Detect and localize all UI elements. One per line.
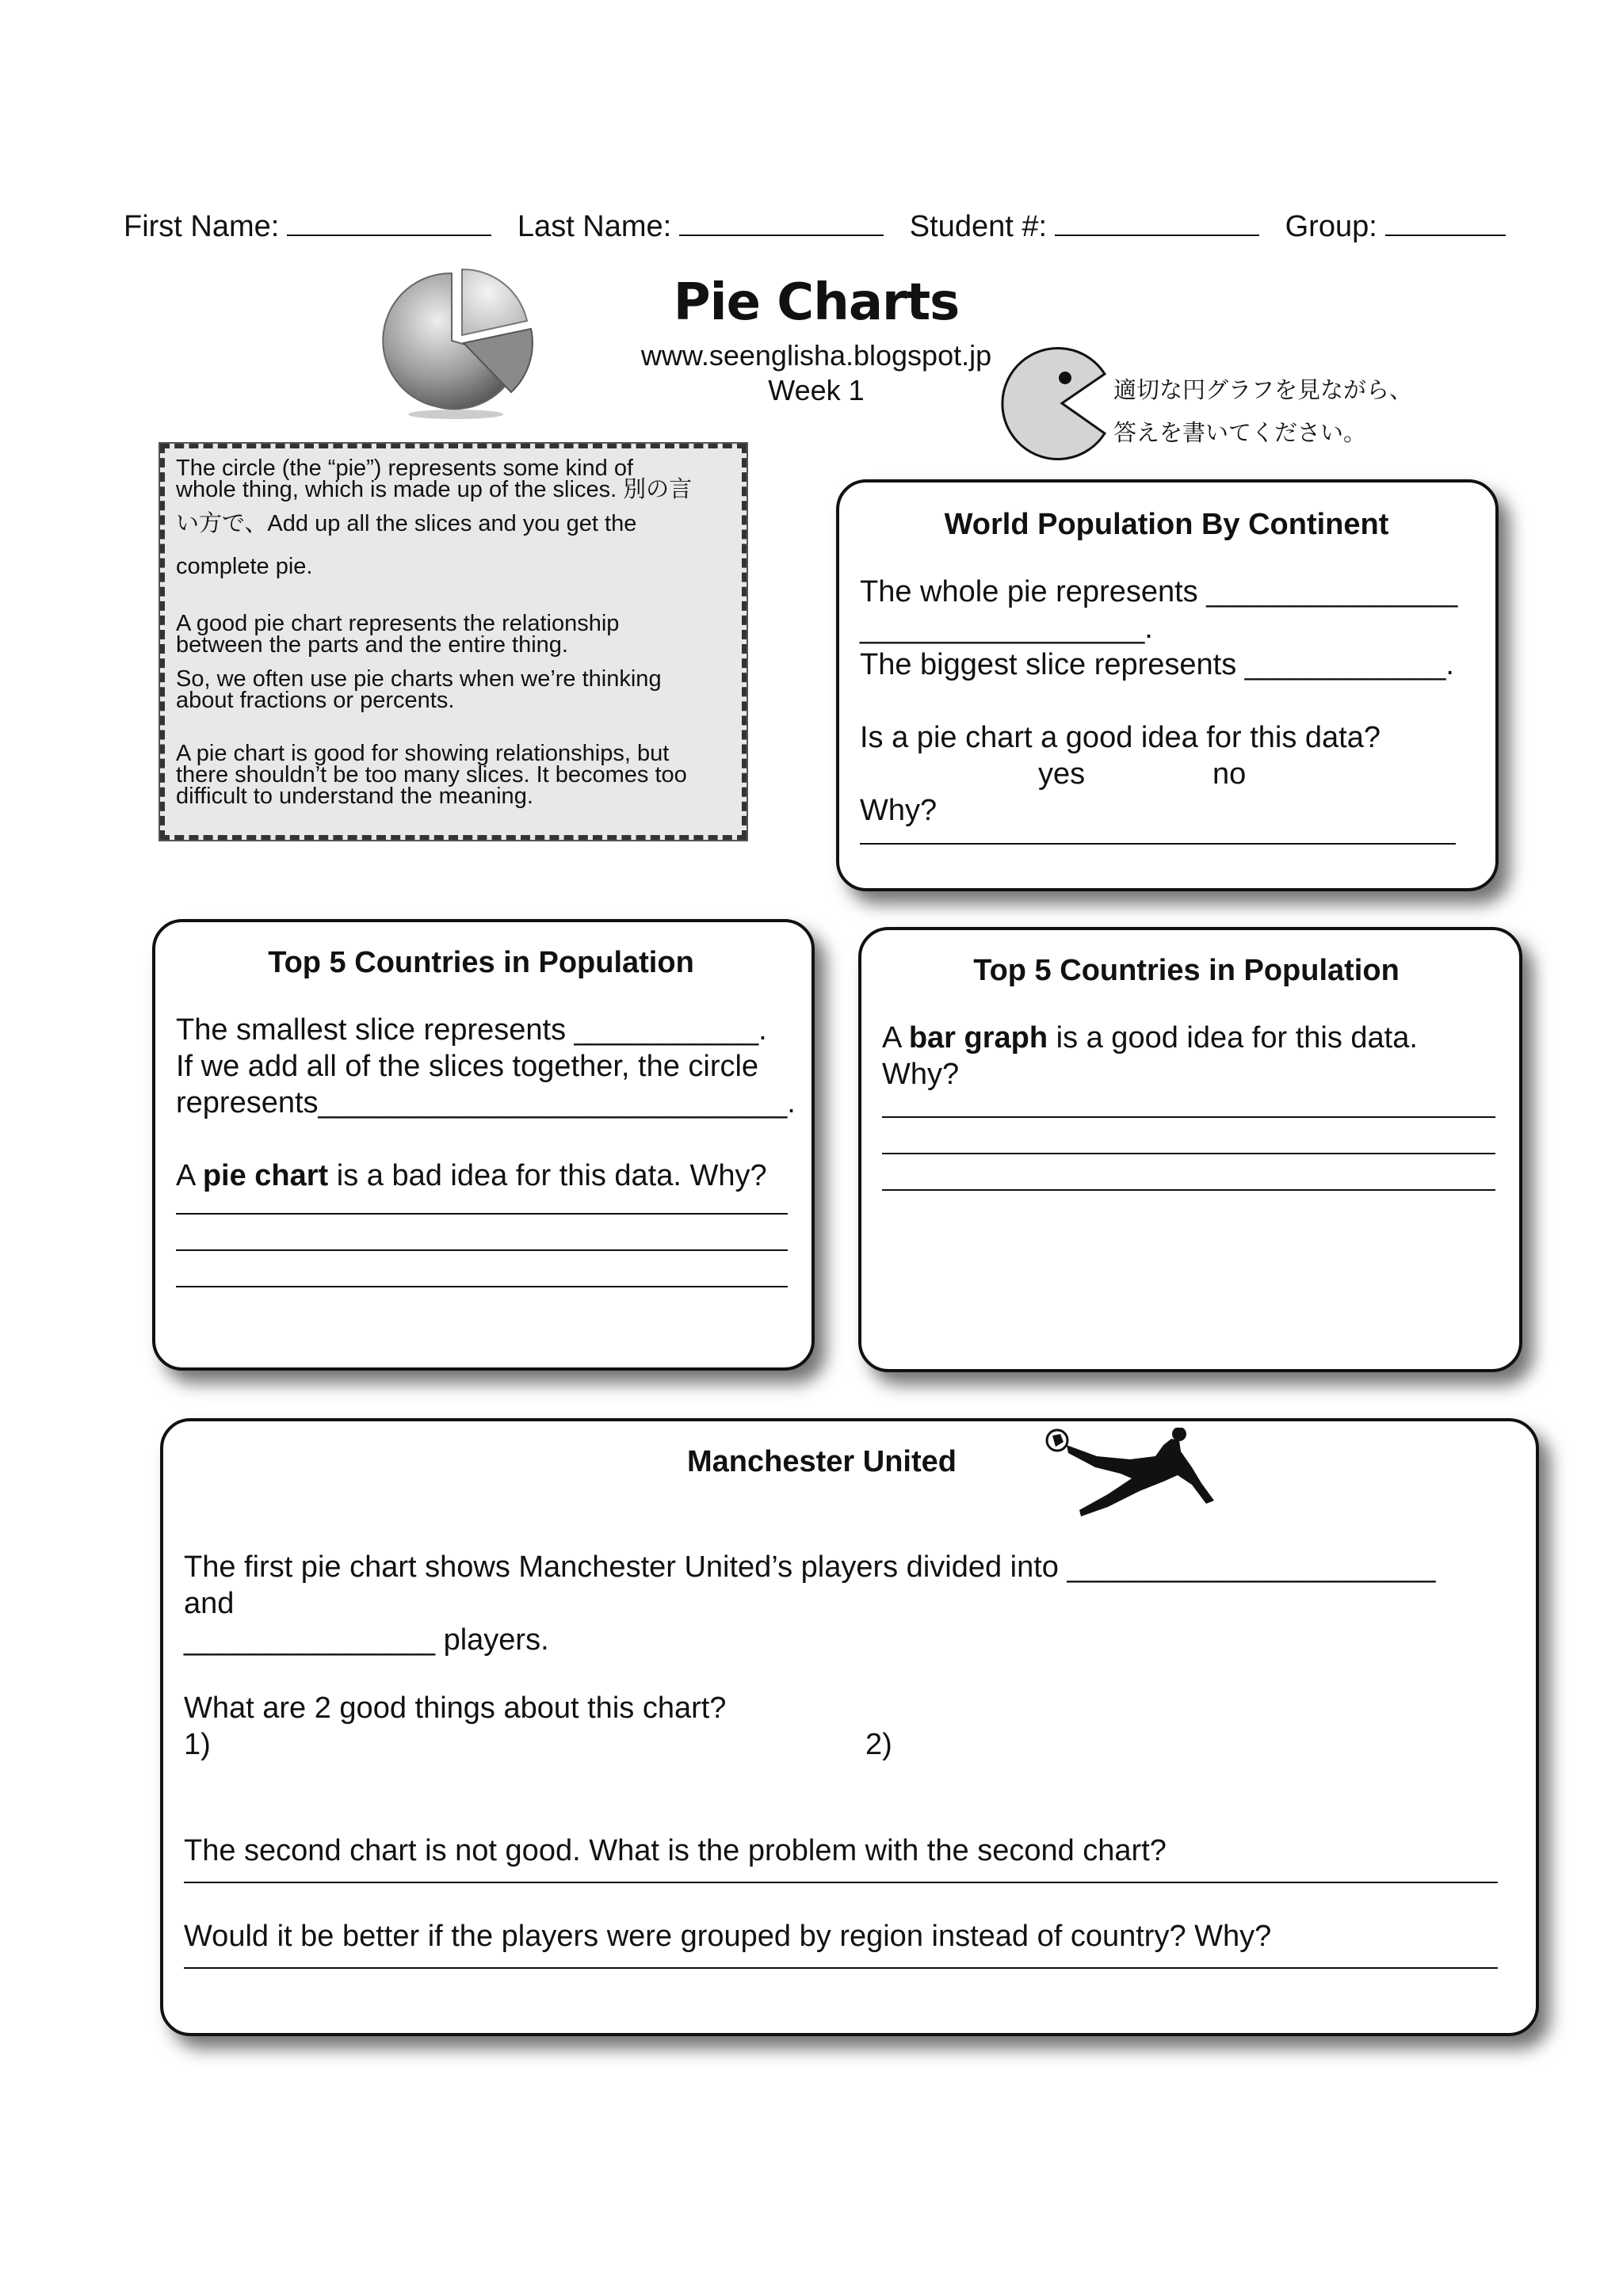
last-name-label: Last Name: — [517, 210, 672, 243]
answer-line[interactable] — [176, 1286, 788, 1287]
page-title: Pie Charts — [673, 273, 960, 332]
question-text: If we add all of the slices together, the circle — [176, 1050, 759, 1083]
answer-number-1: 1) — [184, 1728, 211, 1761]
answer-line[interactable] — [882, 1189, 1495, 1191]
info-text: there shouldn’t be too many slices. It becomes too — [176, 762, 687, 788]
info-text: whole thing, which is made up of the slices. 別の言 — [176, 477, 693, 502]
answer-line[interactable] — [184, 1967, 1498, 1969]
info-text: between the parts and the entire thing. — [176, 632, 568, 658]
yes-option[interactable]: yes — [1038, 757, 1086, 791]
student-number-field[interactable] — [1055, 208, 1259, 236]
pacman-icon — [1000, 342, 1119, 465]
pie-chart-explanation-box — [160, 444, 747, 840]
student-info-row — [124, 208, 1506, 244]
group-label: Group: — [1285, 210, 1377, 243]
answer-line[interactable] — [176, 1213, 788, 1215]
group-field[interactable] — [1385, 208, 1506, 236]
japanese-instructions — [1113, 368, 1412, 454]
question-text: The second chart is not good. What is the problem with the second chart? — [184, 1834, 1167, 1867]
student-number-label: Student #: — [909, 210, 1048, 243]
top5-pie-card — [152, 919, 815, 1371]
info-text: complete pie. — [176, 554, 313, 579]
answer-line[interactable] — [184, 1882, 1498, 1883]
question-text: Is a pie chart a good idea for this data? — [860, 721, 1381, 754]
question-text: Would it be better if the players were grouped by region instead of country? Why? — [184, 1920, 1272, 1953]
info-text: So, we often use pie charts when we’re thinking — [176, 666, 662, 692]
answer-line[interactable] — [860, 843, 1456, 845]
answer-line[interactable] — [176, 1249, 788, 1251]
manchester-united-card — [160, 1418, 1539, 2036]
info-text: A good pie chart represents the relationship — [176, 611, 620, 636]
blog-url: www.seenglisha.blogspot.jp — [640, 339, 992, 372]
question-text: The whole pie represents _______________ — [860, 575, 1458, 608]
question-text: A bar graph is a good idea for this data. — [882, 1021, 1418, 1055]
info-text: about fractions or percents. — [176, 688, 455, 713]
first-name-label: First Name: — [124, 210, 280, 243]
question-text: A pie chart is a bad idea for this data. Why? — [176, 1159, 767, 1192]
jp-line-2: 答えを書いてください。 — [1113, 419, 1367, 446]
top5-bar-card — [858, 927, 1522, 1372]
question-text: What are 2 good things about this chart? — [184, 1691, 727, 1725]
last-name-field[interactable] — [679, 208, 884, 236]
question-text: The smallest slice represents ___________. — [176, 1013, 767, 1047]
info-text: い方で、Add up all the slices and you get the — [176, 511, 637, 536]
question-text: The first pie chart shows Manchester United’s players divided into ______________________ and — [184, 1550, 1436, 1620]
info-text: difficult to understand the meaning. — [176, 784, 533, 809]
question-text: _______________ players. — [184, 1623, 549, 1657]
first-name-field[interactable] — [287, 208, 491, 236]
card-heading: World Population By Continent — [944, 508, 1389, 541]
question-text: Why? — [882, 1058, 960, 1091]
question-text: The biggest slice represents ____________. — [860, 648, 1454, 681]
question-text: Why? — [860, 794, 938, 827]
answer-number-2: 2) — [865, 1728, 892, 1761]
answer-line[interactable] — [882, 1116, 1495, 1118]
pie-chart-icon — [376, 265, 543, 424]
soccer-player-icon — [1044, 1428, 1228, 1523]
card-heading: Manchester United — [687, 1445, 957, 1478]
no-option[interactable]: no — [1212, 757, 1247, 791]
question-text: represents____________________________. — [176, 1086, 796, 1119]
week-label: Week 1 — [768, 374, 865, 406]
card-heading: Top 5 Countries in Population — [268, 946, 694, 979]
info-text: The circle (the “pie”) represents some kind of — [176, 456, 633, 481]
answer-line[interactable] — [882, 1153, 1495, 1154]
card-heading: Top 5 Countries in Population — [973, 954, 1400, 987]
jp-line-1: 適切な円グラフを見ながら、 — [1113, 376, 1413, 403]
question-text: _________________. — [860, 612, 1153, 645]
world-population-card — [836, 479, 1499, 891]
info-text: A pie chart is good for showing relationships, but — [176, 741, 670, 766]
